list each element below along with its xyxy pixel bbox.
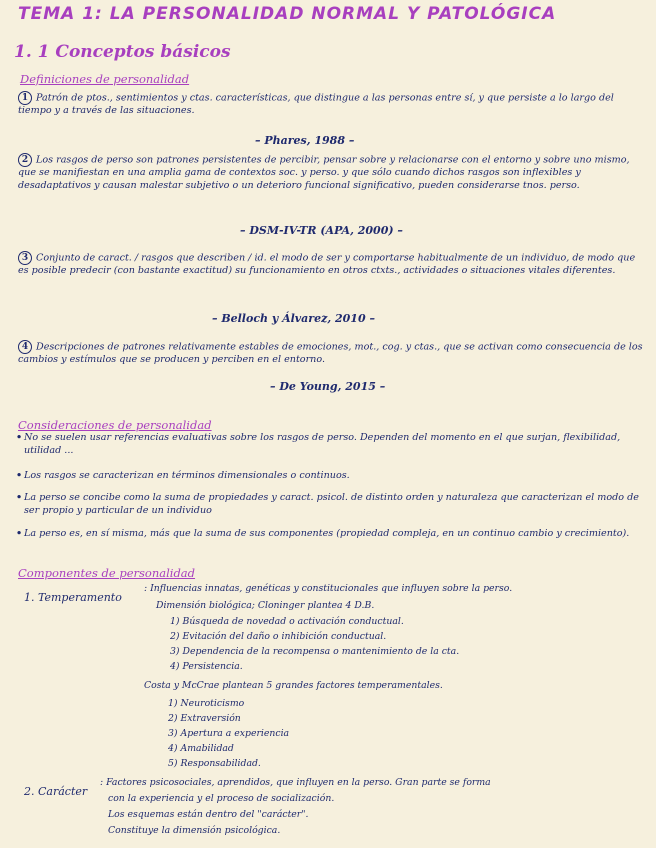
definition-1: [18, 91, 644, 118]
citation: – De Young, 2015 –: [270, 380, 386, 393]
caracter-line: : Factores psicosociales, aprendidos, que influyen en la perso. Gran parte se forma: [100, 777, 491, 788]
cloninger-item: 2) Evitación del daño o inhibición conductual.: [170, 631, 387, 642]
number-badge: 4: [18, 340, 32, 354]
definition-text: Conjunto de caract. / rasgos que describen / id. el modo de ser y comportarse habitualmente de un individuo, de modo que es posible predecir (con bastante exactitud) su funcionamiento en otros ctxts., actividades o situaciones vitales diferentes.: [18, 252, 636, 276]
definition-text: Los rasgos de perso son patrones persistentes de percibir, pensar sobre y relacionarse con el entorno y sobre uno mismo, que se manifiestan en una amplia gama de contextos soc. y perso. y que sólo cuando dichos rasgos son inflexibles y desadaptativos y causan malestar subjetivo o un deterioro funcional significativo, pueden considerarse tnos. perso.: [18, 154, 630, 191]
temperamento-label: 1. Temperamento: [24, 591, 122, 604]
definition-text: Patrón de ptos., sentimientos y ctas. características, que distingue a las personas entre sí, y que persiste a lo largo del tiempo y a través de las situaciones.: [18, 92, 614, 116]
number-badge: 3: [18, 251, 32, 265]
caracter-line: con la experiencia y el proceso de socialización.: [108, 793, 335, 804]
factor-item: 4) Amabilidad: [168, 743, 234, 754]
factor-item: 3) Apertura a experiencia: [168, 728, 290, 739]
caracter-line: Constituye la dimensión psicológica.: [108, 825, 281, 836]
consideration-item: • Los rasgos se caracterizan en términos dimensionales o continuos.: [24, 470, 644, 483]
caracter-line: Los esquemas están dentro del "carácter".: [108, 809, 309, 820]
definition-4: [18, 340, 644, 367]
cloninger-item: 1) Búsqueda de novedad o activación conductual.: [170, 616, 404, 627]
citation: – Phares, 1988 –: [255, 134, 355, 147]
componentes-heading: Componentes de personalidad: [18, 566, 196, 580]
costa-mccrae: Costa y McCrae plantean 5 grandes factores temperamentales.: [144, 680, 443, 691]
consideraciones-heading: Consideraciones de personalidad: [18, 418, 212, 432]
factor-item: 5) Responsabilidad.: [168, 758, 261, 769]
cloninger-item: 4) Persistencia.: [170, 661, 243, 672]
cloninger-item: 3) Dependencia de la recompensa o mantenimiento de la cta.: [170, 646, 460, 657]
section-heading: 1. 1 Conceptos básicos: [14, 42, 231, 62]
definition-2: [18, 153, 644, 192]
consideration-item: • La perso es, en sí misma, más que la suma de sus componentes (propiedad compleja, en un continuo cambio y crecimiento).: [24, 528, 644, 541]
temperamento-dimension: Dimensión biológica; Cloninger plantea 4 D.B.: [156, 600, 375, 611]
citation: – Belloch y Álvarez, 2010 –: [212, 312, 375, 325]
page-title: TEMA 1: LA PERSONALIDAD NORMAL Y PATOLÓGICA: [18, 4, 557, 24]
definition-text: Descripciones de patrones relativamente estables de emociones, mot., cog. y ctas., que se activan como consecuencia de los cambios y estímulos que se producen y perciben en el entorno.: [18, 341, 643, 365]
consideration-item: • No se suelen usar referencias evaluativas sobre los rasgos de perso. Dependen del momento en el que surjan, flexibilidad, utilidad ...: [24, 432, 644, 457]
consideration-item: • La perso se concibe como la suma de propiedades y caract. psicol. de distinto orden y naturaleza que caracterizan el modo de ser propio y particular de un individuo: [24, 492, 644, 517]
caracter-label: 2. Carácter: [24, 785, 88, 798]
factor-item: 1) Neuroticismo: [168, 698, 245, 709]
factor-item: 2) Extraversión: [168, 713, 241, 724]
temperamento-definition: : Influencias innatas, genéticas y constitucionales que influyen sobre la perso.: [144, 583, 513, 594]
definiciones-heading: Definiciones de personalidad: [20, 72, 190, 86]
definition-3: [18, 251, 644, 278]
number-badge: 2: [18, 153, 32, 167]
number-badge: 1: [18, 91, 32, 105]
citation: – DSM-IV-TR (APA, 2000) –: [240, 224, 403, 237]
